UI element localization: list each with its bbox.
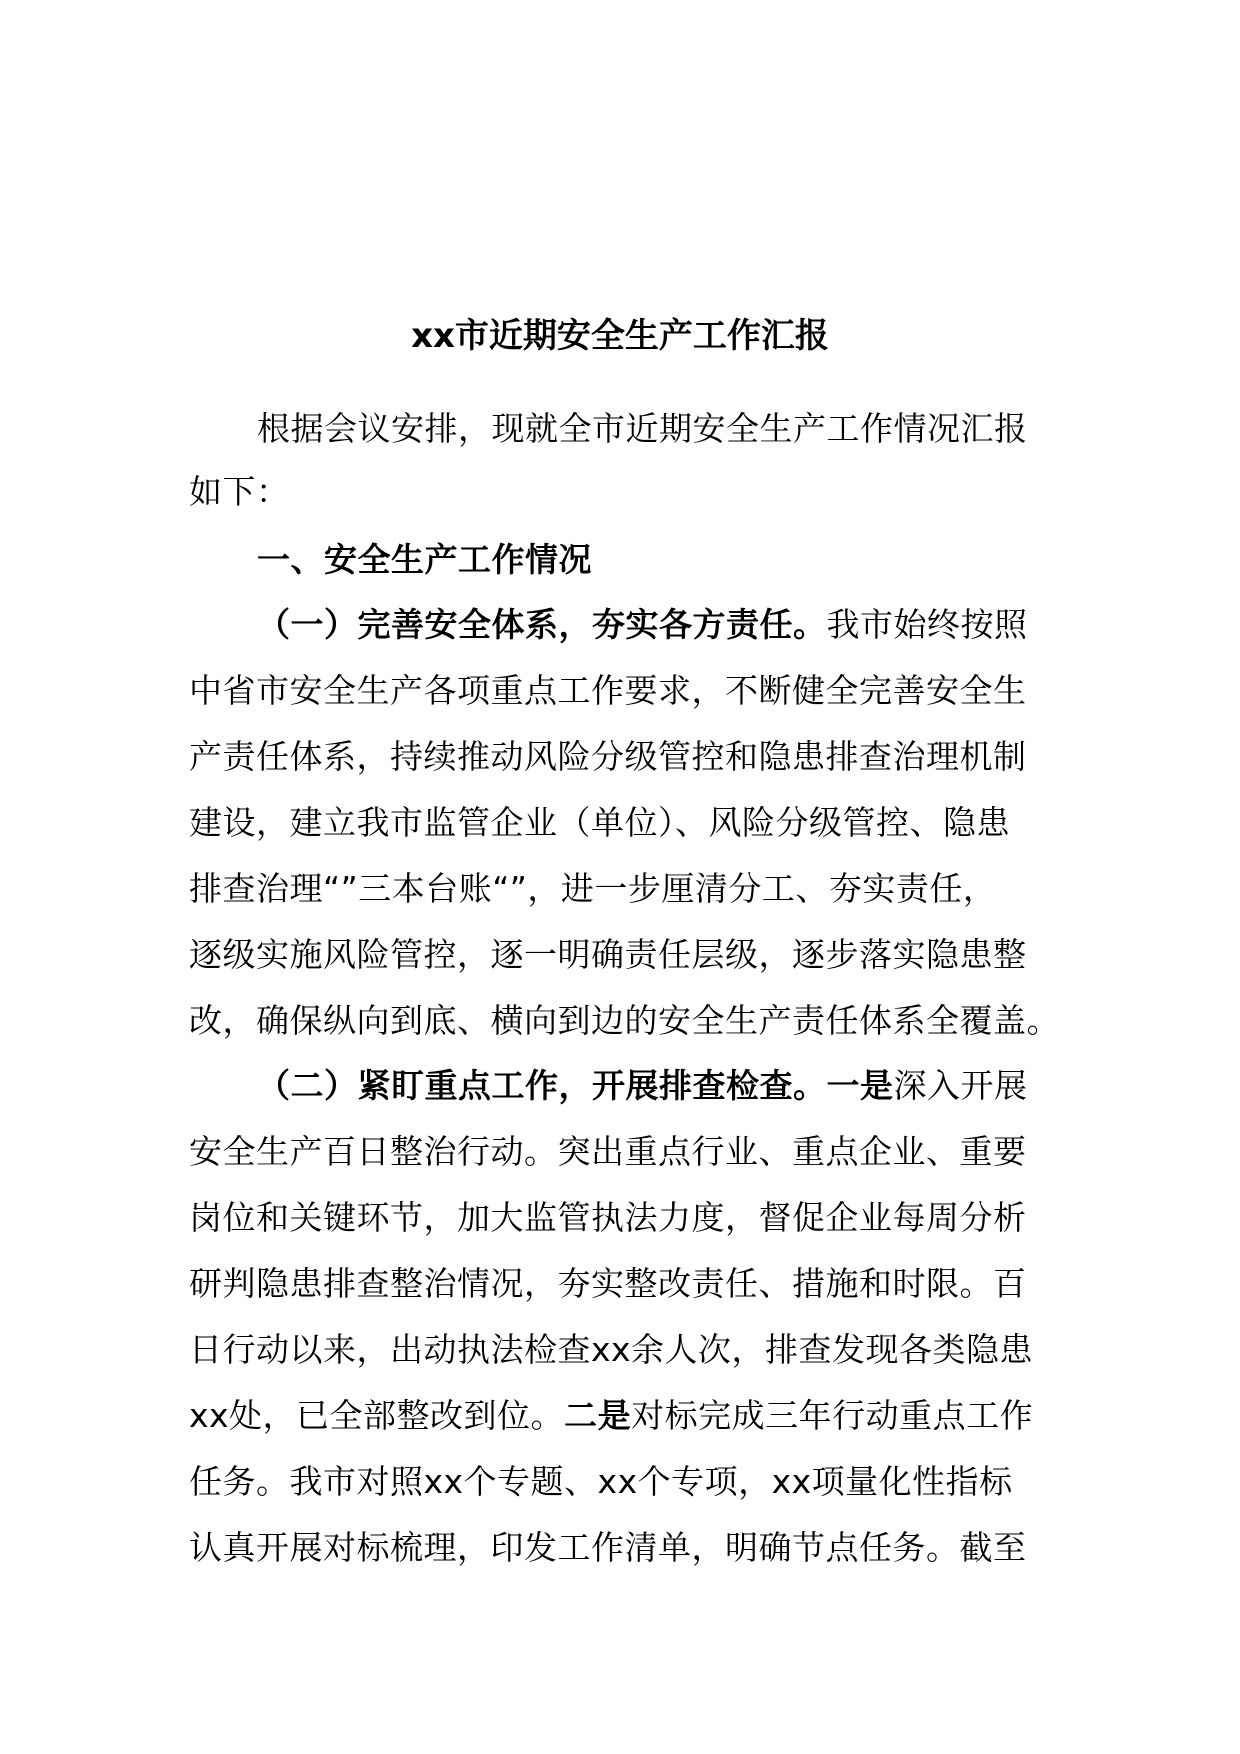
paragraph-line: [189, 1328, 1059, 1372]
paragraph-line: [189, 407, 1127, 451]
text: 我市始终按照: [826, 605, 1028, 644]
paragraph-line: [189, 603, 1127, 647]
section-heading: [189, 538, 1127, 582]
text: 中省市安全生产各项重点工作要求，不断健全完善安全生: [189, 671, 1027, 710]
paragraph-line: [189, 1394, 1059, 1438]
text: 建设，建立我市监管企业（单位）、风险分级管控、隐患: [189, 803, 1010, 842]
paragraph-line: [189, 867, 1059, 911]
text: 逐级实施风险管控，逐一明确责任层级，逐步落实隐患整: [189, 935, 1027, 974]
text: 任务。我市对照xx个专题、xx个专项，xx项量化性指标: [189, 1462, 1013, 1501]
paragraph-line: [189, 1460, 1059, 1504]
paragraph-line: [189, 669, 1059, 713]
paragraph-line: [189, 1130, 1059, 1174]
text: 认真开展对标梳理，印发工作清单，明确节点任务。截至: [189, 1528, 1027, 1567]
bold-text: （一）完善安全体系，夯实各方责任。: [257, 605, 827, 644]
text: 产责任体系，持续推动风险分级管控和隐患排查治理机制: [189, 737, 1027, 776]
text: 对标完成三年行动重点工作: [631, 1396, 1034, 1435]
paragraph-line: [189, 1196, 1059, 1240]
bold-text: 一、安全生产工作情况: [257, 540, 592, 579]
paragraph-line: [189, 1262, 1059, 1306]
paragraph-line: [189, 801, 1059, 845]
text: 研判隐患排查整治情况，夯实整改责任、措施和时限。百: [189, 1264, 1027, 1303]
paragraph-line: [189, 1064, 1127, 1108]
paragraph-line: [189, 933, 1059, 977]
text: 深入开展: [893, 1066, 1028, 1105]
text: 岗位和关键环节，加大监管执法力度，督促企业每周分析: [189, 1198, 1027, 1237]
text: 如下：: [189, 472, 290, 511]
paragraph-line: [189, 1526, 1059, 1570]
text: 排查治理“”三本台账“”，进一步厘清分工、夯实责任，: [189, 869, 997, 908]
paragraph-line: [189, 470, 1059, 514]
bold-text: 二是: [564, 1396, 632, 1435]
text: 改，确保纵向到底、横向到边的安全生产责任体系全覆盖。: [189, 1001, 1060, 1040]
document-title: xx市近期安全生产工作汇报: [411, 316, 829, 356]
paragraph-line: [189, 999, 1059, 1043]
text: 根据会议安排，现就全市近期安全生产工作情况汇报: [257, 409, 1028, 448]
text: xx处，已全部整改到位。: [189, 1396, 565, 1435]
paragraph-line: [189, 735, 1059, 779]
text: 日行动以来，出动执法检查xx余人次，排查发现各类隐患: [189, 1330, 1034, 1369]
bold-text: （二）紧盯重点工作，开展排查检查。一是: [257, 1066, 894, 1105]
text: 安全生产百日整治行动。突出重点行业、重点企业、重要: [189, 1132, 1027, 1171]
